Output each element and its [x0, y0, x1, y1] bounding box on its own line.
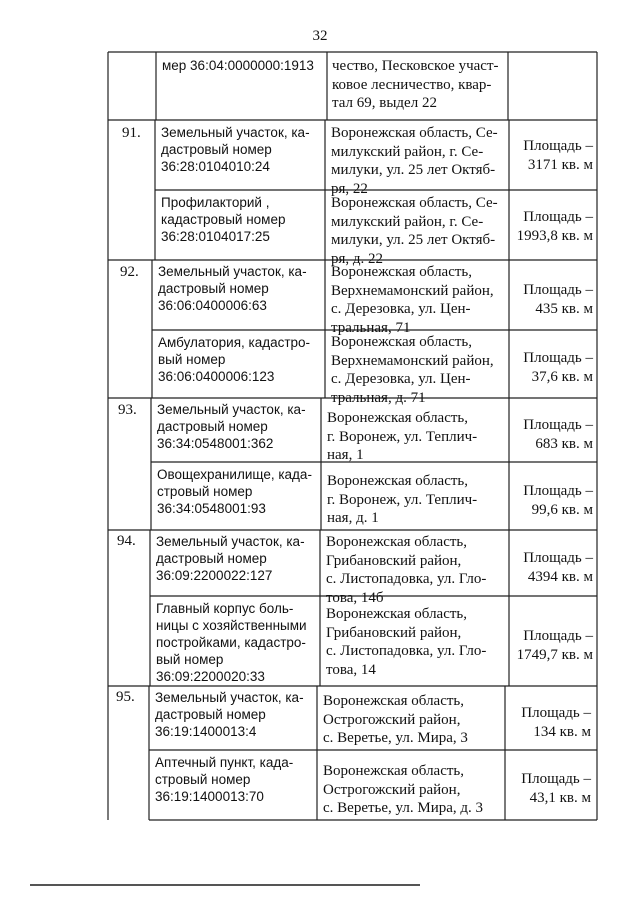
object-area: Площадь – 4394 кв. м — [523, 550, 593, 585]
object-name: Аптечный пункт, када- стровый номер 36:19:1400013:70 — [155, 755, 294, 804]
fragment-address: чество, Песковское участ- ковое лесничество, квар- тал 69, выдел 22 — [332, 58, 499, 111]
object-name: Земельный участок, ка- дастровый номер 36:19:1400013:4 — [155, 690, 304, 739]
object-address: Воронежская область, Верхнемамонский район, с. Дерезовка, ул. Цен- тральная, 71 — [331, 264, 494, 336]
group-number: 93. — [118, 402, 137, 418]
object-address: Воронежская область, г. Воронеж, ул. Теплич- ная, 1 — [327, 410, 478, 463]
object-name: Земельный участок, ка- дастровый номер 36:34:0548001:362 — [157, 402, 306, 451]
object-name: Земельный участок, ка- дастровый номер 36:28:0104010:24 — [161, 125, 310, 174]
object-area: Площадь – 134 кв. м — [521, 705, 591, 740]
object-address: Воронежская область, Верхнемамонский район, с. Дерезовка, ул. Цен- тральная, д. 71 — [331, 334, 494, 406]
object-name: Профилакторий , кадастровый номер 36:28:0104017:25 — [161, 195, 286, 244]
object-name: Главный корпус боль- ницы с хозяйственными постройками, кадастро- вый номер 36:09:2200020:33 — [156, 601, 307, 684]
group-number: 91. — [122, 125, 141, 141]
object-area: Площадь – 99,6 кв. м — [523, 483, 593, 518]
group-number: 92. — [120, 264, 139, 280]
object-address: Воронежская область, Острогожский район, с. Веретье, ул. Мира, д. 3 — [323, 763, 484, 816]
object-name: Земельный участок, ка- дастровый номер 36:09:2200022:127 — [156, 534, 305, 583]
footer-rule — [30, 884, 420, 886]
object-area: Площадь – 3171 кв. м — [523, 138, 593, 173]
object-address: Воронежская область, Се- милукский район, г. Се- милуки, ул. 25 лет Октяб- ря, 22 — [331, 125, 498, 197]
page-number: 32 — [312, 28, 328, 44]
object-area: Площадь – 435 кв. м — [523, 282, 593, 317]
object-area: Площадь – 37,6 кв. м — [523, 350, 593, 385]
object-address: Воронежская область, Грибановский район, с. Листопадовка, ул. Гло- това, 14б — [326, 534, 487, 606]
fragment-name: мер 36:04:0000000:1913 — [162, 58, 314, 73]
object-area: Площадь – 1749,7 кв. м — [516, 628, 593, 663]
object-area: Площадь – 43,1 кв. м — [521, 771, 591, 806]
object-name: Овощехранилище, када- стровый номер 36:34:0548001:93 — [157, 467, 312, 516]
group-number: 95. — [116, 689, 135, 705]
object-area: Площадь – 683 кв. м — [523, 417, 593, 452]
object-address: Воронежская область, г. Воронеж, ул. Теплич- ная, д. 1 — [327, 473, 478, 526]
object-address: Воронежская область, Се- милукский район, г. Се- милуки, ул. 25 лет Октяб- ря, д. 22 — [331, 195, 498, 267]
object-address: Воронежская область, Грибановский район, с. Листопадовка, ул. Гло- това, 14 — [326, 606, 487, 678]
object-name: Амбулатория, кадастро- вый номер 36:06:0400006:123 — [158, 335, 311, 384]
object-name: Земельный участок, ка- дастровый номер 36:06:0400006:63 — [158, 264, 307, 313]
object-area: Площадь – 1993,8 кв. м — [516, 209, 593, 244]
object-address: Воронежская область, Острогожский район, с. Веретье, ул. Мира, 3 — [323, 693, 468, 746]
group-number: 94. — [117, 533, 136, 549]
